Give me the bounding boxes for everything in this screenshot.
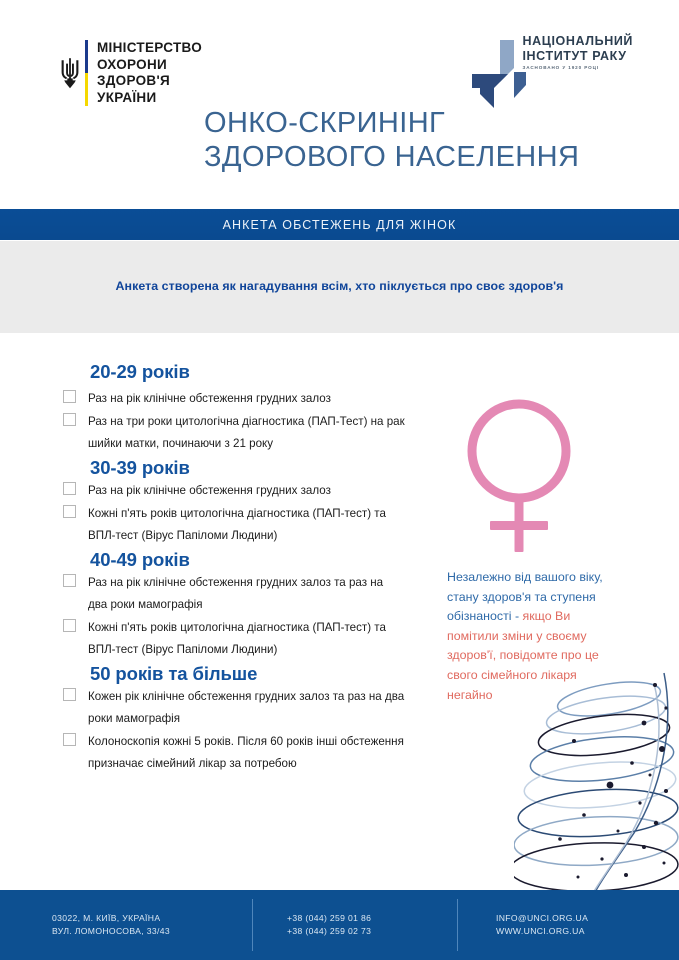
checklist-item[interactable] (60, 686, 405, 730)
poster-footer (0, 890, 679, 960)
checklist-item-label: Кожні п'ять років цитологічна діагностика (ПАП-тест) та ВПЛ-тест (Вірус Папіломи Людини) (88, 507, 386, 542)
age-group-30-39 (60, 457, 405, 547)
footer-address-line-1: 03022, М. КИЇВ, УКРАЇНА (52, 913, 161, 923)
subtitle-band-text: Анкета створена як нагадування всім, хто піклується про своє здоров'я (115, 279, 564, 293)
ministry-line-2: ОХОРОНИ (97, 56, 168, 72)
checklist-item[interactable] (60, 388, 405, 410)
footer-address (0, 912, 252, 938)
institute-founded-subtitle: ЗАСНОВАНО У 1920 РОЦІ (522, 65, 600, 70)
checklist-item[interactable] (60, 411, 405, 455)
age-group-title: 50 років та більше (90, 663, 258, 684)
ukraine-trident-icon (57, 40, 83, 106)
checkbox-icon[interactable] (63, 688, 76, 701)
poster-header (0, 0, 679, 210)
ministry-line-1: МІНІСТЕРСТВО (97, 40, 203, 55)
age-groups-list (60, 361, 405, 777)
checklist-item[interactable] (60, 572, 405, 616)
ministry-logo-text (97, 40, 202, 106)
age-group-title: 20-29 років (90, 361, 190, 382)
institute-line-1: НАЦІОНАЛЬНИЙ (522, 34, 633, 48)
warning-message-red: якщо Ви помітили зміни у своєму здоров'ї, повідомте про це свого сімейного лікаря негайно (447, 609, 599, 702)
checklist-item-label: Раз на рік клінічне обстеження грудних залоз (88, 484, 331, 497)
checklist-item-label: Колоноскопія кожні 5 років. Після 60 років інші обстеження призначає сімейний лікар за потребою (88, 735, 404, 770)
warning-message (447, 568, 622, 705)
subtitle-band (0, 241, 679, 333)
footer-phone-1[interactable]: +38 (044) 259 01 86 (287, 913, 372, 923)
footer-website[interactable]: WWW.UNCI.ORG.UA (496, 926, 585, 936)
checkbox-icon[interactable] (63, 733, 76, 746)
ministry-line-3: ЗДОРОВ'Я (97, 73, 170, 88)
footer-address-line-2: ВУЛ. ЛОМОНОСОВА, 33/43 (52, 926, 170, 936)
checklist-item-label: Раз на рік клінічне обстеження грудних залоз (88, 392, 331, 405)
warning-message-blue: Незалежно від вашого віку, стану здоров'я та ступеня обізнаності - (447, 570, 603, 624)
footer-phones (252, 899, 457, 951)
ministry-line-4: УКРАЇНИ (97, 89, 157, 105)
age-group-title: 30-39 років (90, 457, 190, 478)
checklist-item[interactable] (60, 480, 405, 502)
checklist-item[interactable] (60, 731, 405, 775)
national-cancer-institute-logo (522, 34, 633, 71)
checkbox-icon[interactable] (63, 619, 76, 632)
female-venus-symbol (463, 393, 575, 558)
checklist-item-label: Кожні п'ять років цитологічна діагностика (ПАП-тест) та ВПЛ-тест (Вірус Папіломи Людини) (88, 621, 386, 656)
age-group-50-plus (60, 663, 405, 775)
section-banner (0, 209, 679, 240)
age-group-title: 40-49 років (90, 549, 190, 570)
age-group-40-49 (60, 549, 405, 661)
page-title (204, 106, 579, 174)
checkbox-icon[interactable] (63, 505, 76, 518)
checklist-item-label: Раз на три роки цитологічна діагностика (ПАП-Тест) на рак шийки матки, починаючи з 21 року (88, 415, 405, 450)
checkbox-icon[interactable] (63, 482, 76, 495)
national-cancer-institute-mark (464, 38, 526, 108)
ministry-of-health-logo (57, 40, 202, 106)
age-group-20-29 (60, 361, 405, 455)
institute-line-2: ІНСТИТУТ РАКУ (522, 48, 627, 63)
checkbox-icon[interactable] (63, 390, 76, 403)
checklist-item-label: Раз на рік клінічне обстеження грудних залоз та раз на два роки мамографія (88, 576, 384, 611)
footer-web (457, 899, 679, 951)
page-title-line-2: ЗДОРОВОГО НАСЕЛЕННЯ (204, 141, 580, 173)
checklist-item-label: Кожен рік клінічне обстеження грудних залоз та раз на два роки мамографія (88, 690, 405, 725)
checkbox-icon[interactable] (63, 413, 76, 426)
checklist-item[interactable] (60, 503, 405, 547)
page-title-line-1: ОНКО-СКРИНІНГ (204, 107, 446, 139)
ukraine-flag-divider (85, 40, 88, 106)
checklist-item[interactable] (60, 617, 405, 661)
checkbox-icon[interactable] (63, 574, 76, 587)
footer-phone-2[interactable]: +38 (044) 259 02 73 (287, 926, 372, 936)
footer-email[interactable]: INFO@UNCI.ORG.UA (496, 913, 589, 923)
section-banner-text: АНКЕТА ОБСТЕЖЕНЬ ДЛЯ ЖІНОК (222, 217, 457, 232)
